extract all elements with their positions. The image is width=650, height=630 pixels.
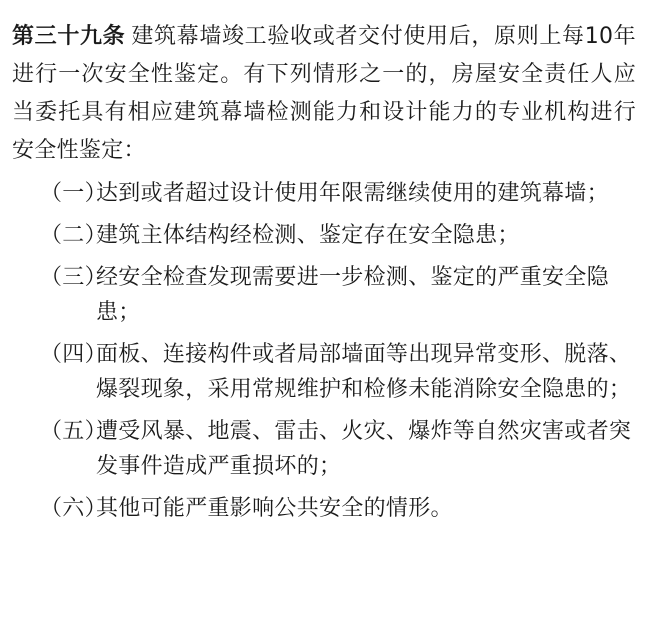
list-item <box>12 491 636 526</box>
item-text: 面板、连接构件或者局部墙面等出现异常变形、脱落、爆裂现象，采用常规维护和检修未能消除安全隐患的； <box>96 342 632 402</box>
item-text: 其他可能严重影响公共安全的情形。 <box>96 496 453 521</box>
item-marker: （五） <box>40 419 107 444</box>
item-list <box>12 176 636 526</box>
list-item <box>12 260 636 330</box>
article-body: 建筑幕墙竣工验收或者交付使用后，原则上每10年进行一次安全性鉴定。有下列情形之一的，房屋安全责任人应当委托具有相应建筑幕墙检测能力和设计能力的专业机构进行安全性鉴定： <box>12 24 636 163</box>
item-text: 遭受风暴、地震、雷击、火灾、爆炸等自然灾害或者突发事件造成严重损坏的； <box>96 419 632 479</box>
list-item <box>12 414 636 484</box>
item-text: 经安全检查发现需要进一步检测、鉴定的严重安全隐患； <box>96 265 609 325</box>
item-text: 建筑主体结构经检测、鉴定存在安全隐患； <box>96 223 520 248</box>
item-marker: （二） <box>40 223 107 248</box>
item-text: 达到或者超过设计使用年限需继续使用的建筑幕墙； <box>96 181 609 206</box>
list-item <box>12 176 636 211</box>
list-item <box>12 337 636 407</box>
article-paragraph <box>12 18 636 170</box>
list-item <box>12 218 636 253</box>
article-number: 第三十九条 <box>12 24 126 49</box>
item-marker: （一） <box>40 181 107 206</box>
item-marker: （六） <box>40 496 107 521</box>
item-marker: （四） <box>40 342 107 367</box>
item-marker: （三） <box>40 265 107 290</box>
